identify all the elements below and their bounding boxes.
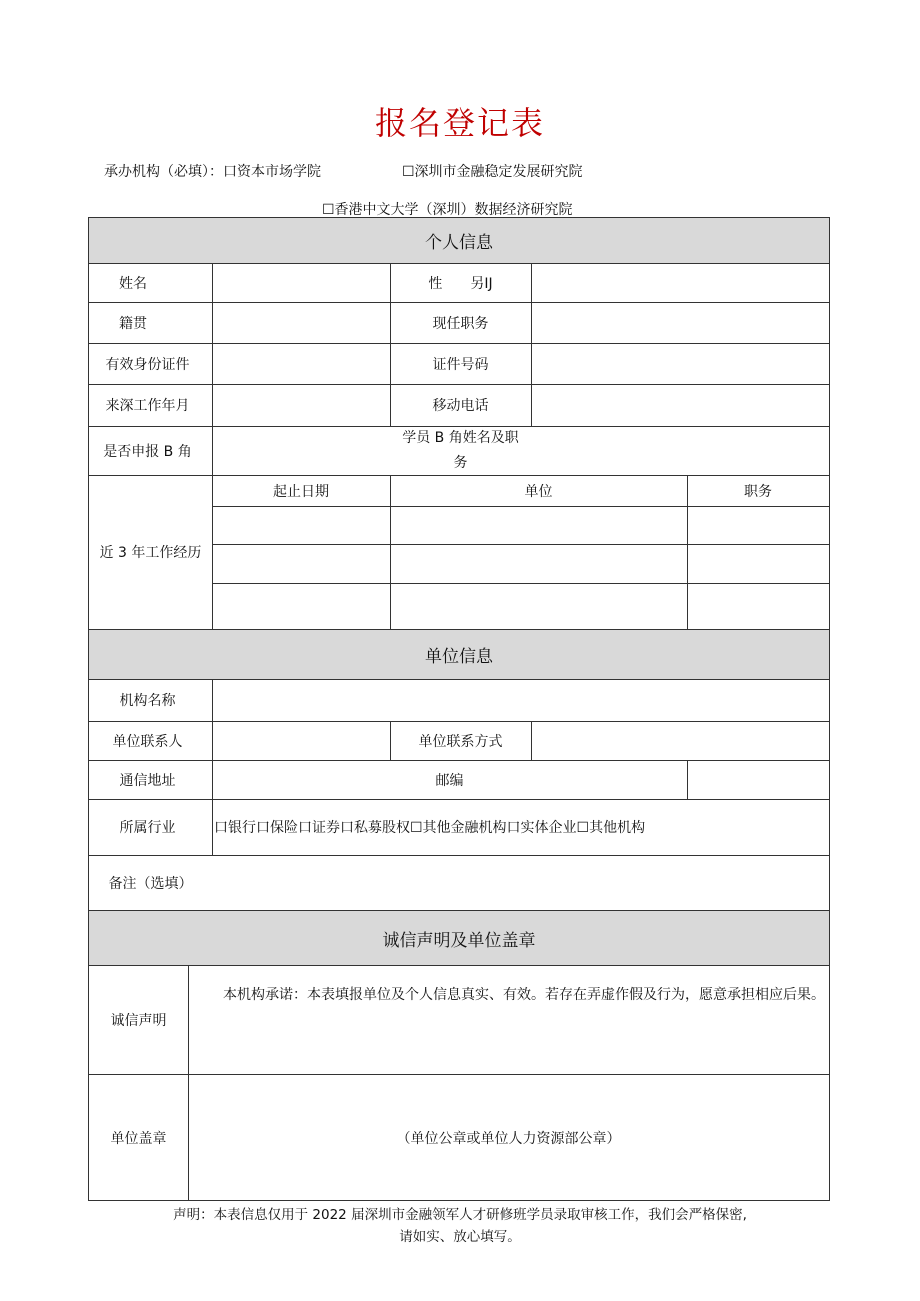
unit-contact-way-field[interactable] [531, 721, 829, 760]
label-gender: 性 另IJ [428, 275, 493, 292]
work-title-field[interactable] [687, 506, 829, 544]
col-unit-header: 单位 [524, 483, 553, 500]
start-work-date-field[interactable] [212, 384, 390, 426]
seal-area[interactable] [188, 1074, 829, 1201]
label-remark: 备注（选填） [108, 875, 193, 892]
organizer-option-capital-market-college[interactable]: 承办机构（必填）：口资本市场学院 [104, 164, 321, 180]
address-field[interactable] [212, 760, 687, 799]
label-declaration: 诚信声明 [110, 1012, 167, 1029]
work-date-field[interactable] [212, 544, 390, 583]
work-title-field[interactable] [687, 583, 829, 629]
current-position-field[interactable] [531, 302, 829, 343]
footer-statement [0, 1204, 920, 1248]
label-start-work-date: 来深工作年月 [105, 398, 190, 414]
label-address: 通信地址 [119, 772, 176, 789]
organizer-option-cuhk-sz[interactable]: ☐香港中文大学（深圳）数据经济研究院 [322, 202, 573, 218]
label-org-name: 机构名称 [119, 693, 176, 709]
work-unit-field[interactable] [390, 544, 687, 583]
work-date-field[interactable] [212, 583, 390, 629]
work-unit-field[interactable] [390, 506, 687, 544]
apply-b-field[interactable] [212, 426, 390, 475]
label-seal: 单位盖章 [110, 1130, 167, 1147]
declaration-text: 本机构承诺：本表填报单位及个人信息真实、有效。若存在弄虚作假及行为，愿意承担相应后果。 [223, 987, 825, 1003]
postcode-field[interactable] [687, 760, 829, 799]
seal-hint: （单位公章或单位人力资源部公章） [396, 1130, 621, 1147]
label-industry: 所属行业 [119, 820, 176, 836]
b-name-position-field[interactable] [531, 426, 829, 475]
label-unit-contact: 单位联系人 [112, 733, 183, 750]
footer-line2: 请如实、放心填写。 [399, 1229, 521, 1245]
personal-info-header: 个人信息 [89, 218, 829, 263]
footer-line1: 声明：本表信息仅用于 2022 届深圳市金融领军人才研修班学员录取审核工作，我们会严格保密, [173, 1207, 747, 1223]
work-date-field[interactable] [212, 506, 390, 544]
remark-field[interactable] [212, 855, 829, 910]
label-unit-contact-way: 单位联系方式 [418, 733, 503, 750]
org-name-field[interactable] [212, 679, 829, 721]
organizer-option-shenzhen-institute[interactable]: ☐深圳市金融稳定发展研究院 [402, 164, 583, 180]
label-b-name-line1: 学员 B 角姓名及职 [402, 429, 519, 446]
label-id-type: 有效身份证件 [105, 356, 190, 373]
label-apply-b: 是否申报 B 角 [103, 443, 192, 460]
industry-options[interactable]: 口银行口保险口证券口私募股权☐其他金融机构口实体企业☐其他机构 [214, 820, 646, 836]
organizer-line [104, 161, 583, 181]
label-id-number: 证件号码 [432, 356, 489, 373]
unit-info-header: 单位信息 [89, 630, 829, 679]
name-field[interactable] [212, 263, 390, 302]
mobile-field[interactable] [531, 384, 829, 426]
label-name: 姓名 [119, 275, 147, 292]
label-b-name-line2: 务 [453, 454, 468, 471]
form-title: 报名登记表 [374, 104, 545, 142]
col-title-header: 职务 [744, 483, 772, 500]
id-type-field[interactable] [212, 343, 390, 384]
native-place-field[interactable] [212, 302, 390, 343]
registration-table [88, 217, 830, 1201]
label-mobile: 移动电话 [432, 398, 489, 414]
work-title-field[interactable] [687, 544, 829, 583]
gender-field[interactable] [531, 263, 829, 302]
unit-contact-field[interactable] [212, 721, 390, 760]
label-postcode: 邮编 [435, 772, 464, 789]
label-current-position: 现任职务 [432, 315, 489, 332]
label-native-place: 籍贯 [119, 315, 147, 332]
id-number-field[interactable] [531, 343, 829, 384]
integrity-header: 诚信声明及单位盖章 [89, 911, 829, 965]
label-work-history: 近 3 年工作经历 [99, 545, 202, 561]
label-b-name-position [390, 426, 531, 475]
col-date-header: 起止日期 [273, 483, 329, 500]
work-unit-field[interactable] [390, 583, 687, 629]
